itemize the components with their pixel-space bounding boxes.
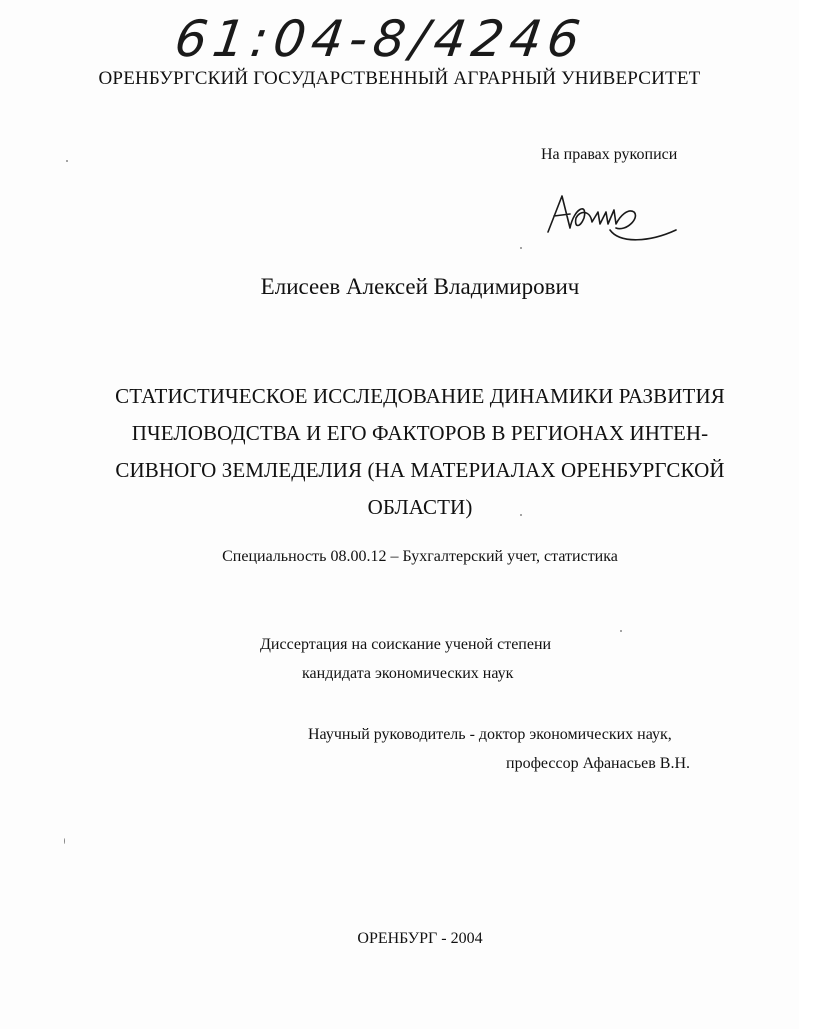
title-line: ПЧЕЛОВОДСТВА И ЕГО ФАКТОРОВ В РЕГИОНАХ ИНТЕН- (131, 421, 709, 445)
degree-line: кандидата экономических наук (302, 665, 514, 682)
title-line: СИВНОГО ЗЕМЛЕДЕЛИЯ (НА МАТЕРИАЛАХ ОРЕНБУРГСКОЙ (115, 458, 725, 482)
scan-speck (620, 630, 622, 632)
title-line: СТАТИСТИЧЕСКОЕ ИССЛЕДОВАНИЕ ДИНАМИКИ РАЗВИТИЯ (115, 384, 725, 408)
scan-speck (66, 160, 68, 162)
degree-line: Диссертация на соискание ученой степени (260, 636, 552, 653)
dissertation-title (110, 378, 730, 526)
scan-speck (520, 247, 522, 249)
title-line: ОБЛАСТИ) (367, 495, 473, 519)
scan-speck (520, 514, 522, 516)
university-name: ОРЕНБУРГСКИЙ ГОСУДАРСТВЕННЫЙ АГРАРНЫЙ УНИВЕРСИТЕТ (98, 68, 701, 89)
handwritten-archive-code (171, 6, 590, 68)
city-and-year: ОРЕНБУРГ - 2004 (357, 930, 483, 947)
author-signature (540, 188, 680, 250)
advisor-line: профессор Афанасьев В.Н. (506, 755, 690, 772)
scan-speck (64, 838, 65, 844)
specialty: Специальность 08.00.12 – Бухгалтерский учет, статистика (222, 548, 618, 565)
handwritten-code-text: 61:04-8/4246 (171, 9, 590, 68)
manuscript-rights-note: На правах рукописи (541, 146, 678, 163)
advisor-line: Научный руководитель - доктор экономических наук, (308, 726, 672, 743)
author-name: Елисеев Алексей Владимирович (260, 274, 580, 299)
